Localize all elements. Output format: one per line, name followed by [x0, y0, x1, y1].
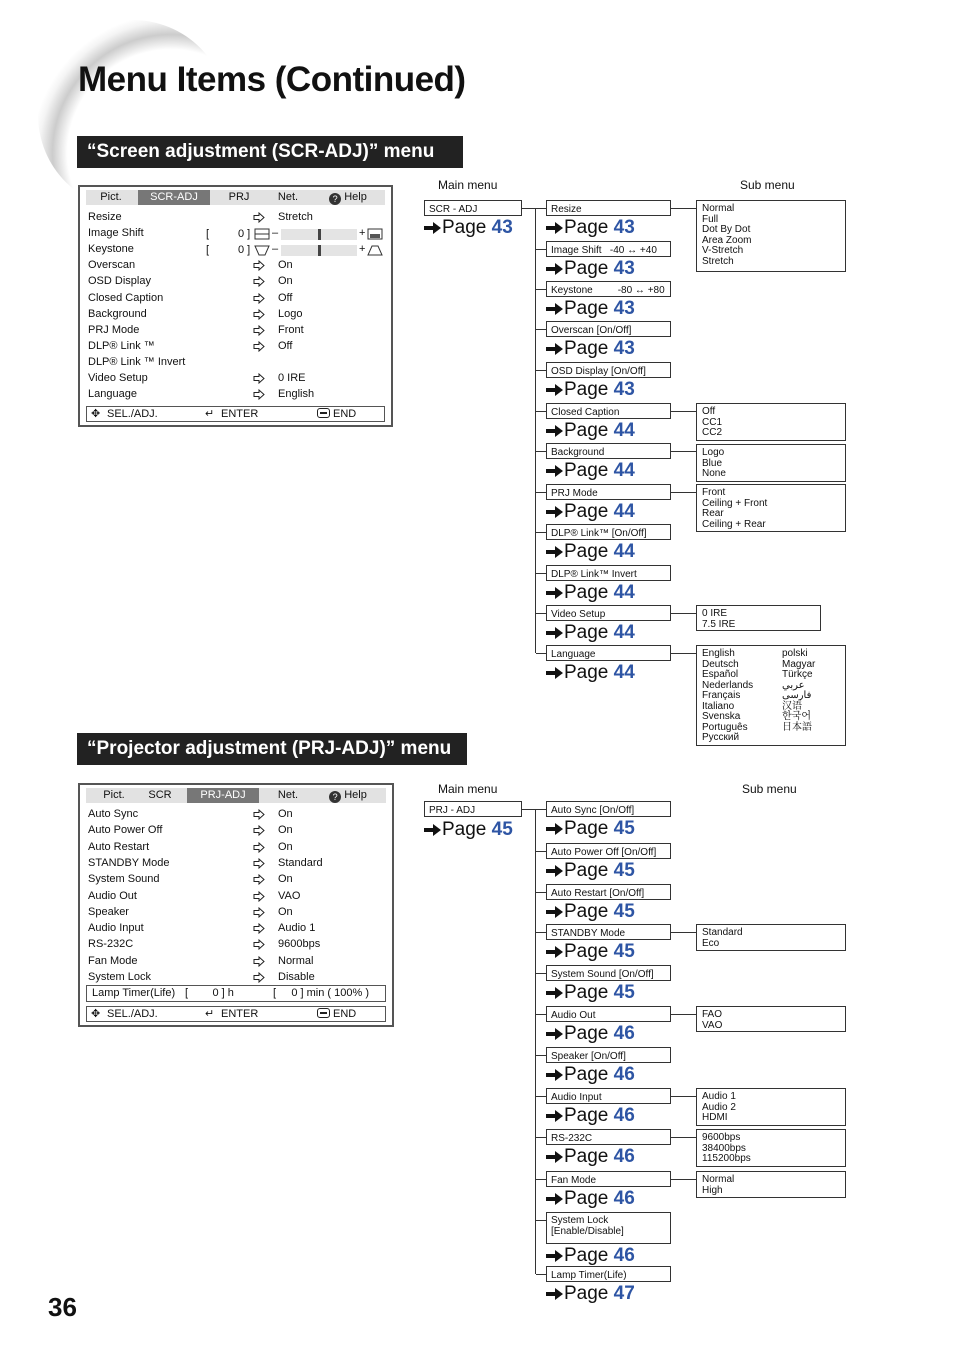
- tab-net[interactable]: Net.: [277, 191, 299, 203]
- submenu-option[interactable]: Nederlands: [702, 679, 754, 691]
- arrow-right-icon: [546, 425, 563, 437]
- tree-connector: [536, 249, 546, 250]
- tree-connector: [536, 208, 546, 209]
- submenu-option[interactable]: Audio 2: [702, 1101, 736, 1113]
- osd-row-label[interactable]: Keystone: [88, 243, 134, 256]
- osd-row-value: Audio 1: [278, 922, 316, 935]
- submenu-option[interactable]: Svenska: [702, 711, 741, 722]
- submenu-box: [696, 924, 846, 951]
- tree-connector: [522, 809, 536, 810]
- tree-trunk: [535, 208, 536, 653]
- enter-icon: ↵: [205, 1008, 215, 1020]
- page-ref[interactable]: Page 44: [546, 583, 635, 603]
- scr-main-page-ref[interactable]: Page 43: [424, 218, 513, 238]
- tree-connector: [536, 932, 546, 933]
- osd-row-label[interactable]: System Lock: [88, 971, 151, 983]
- osd-row-label[interactable]: Background: [88, 307, 147, 320]
- tree-connector: [536, 892, 546, 893]
- submenu-connector: [671, 653, 696, 654]
- submenu-option[interactable]: عربي: [782, 679, 805, 691]
- submenu-option[interactable]: 한국어: [782, 711, 811, 722]
- osd-row-value: Front: [278, 323, 304, 336]
- submenu-option[interactable]: Rear: [702, 508, 724, 519]
- tab-scr-adj[interactable]: SCR-ADJ: [138, 190, 210, 205]
- menu-item-box[interactable]: Image Shift -40 ↔ +40: [546, 241, 671, 257]
- menu-item-box[interactable]: Keystone -80 ↔ +80: [546, 281, 671, 297]
- submenu-option[interactable]: 38400bps: [702, 1142, 746, 1154]
- osd-row-label[interactable]: Language: [88, 388, 137, 401]
- submenu-box: [696, 444, 846, 482]
- tab-net[interactable]: Net.: [277, 789, 299, 801]
- arrow-right-icon: [546, 546, 563, 558]
- submenu-arrow-icon: [253, 293, 265, 303]
- submenu-arrow-icon: [253, 260, 265, 270]
- submenu-option[interactable]: Front: [702, 487, 726, 498]
- page-ref[interactable]: Page 45: [546, 861, 635, 881]
- tree-connector: [536, 411, 546, 412]
- keystone-plus: +: [359, 243, 366, 255]
- osd-row-value: On: [278, 873, 293, 886]
- enter-icon: ↵: [205, 408, 215, 420]
- page-ref[interactable]: Page 45: [546, 942, 635, 962]
- submenu-option[interactable]: Logo: [702, 447, 725, 458]
- submenu-option[interactable]: Magyar: [782, 658, 816, 670]
- tab-pict[interactable]: Pict.: [100, 191, 122, 203]
- tree-connector: [536, 1220, 546, 1221]
- submenu-arrow-icon: [253, 874, 265, 884]
- menu-item-box[interactable]: Audio Input: [546, 1088, 671, 1104]
- menu-item-box[interactable]: System Sound [On/Off]: [546, 965, 671, 981]
- osd-row-label[interactable]: Fan Mode: [88, 954, 138, 967]
- menu-item-box[interactable]: Lamp Timer(Life): [546, 1266, 671, 1282]
- submenu-arrow-icon: [253, 373, 265, 383]
- arrow-right-icon: [546, 303, 563, 315]
- submenu-option[interactable]: polski: [782, 648, 808, 659]
- tree-connector: [536, 1096, 546, 1097]
- osd-row-label[interactable]: PRJ Mode: [88, 323, 140, 336]
- menu-item-box[interactable]: Overscan [On/Off]: [546, 321, 671, 337]
- tab-pict[interactable]: Pict.: [103, 789, 125, 801]
- submenu-option[interactable]: 9600bps: [702, 1132, 741, 1143]
- slider-knob[interactable]: [318, 245, 321, 256]
- arrow-right-icon: [546, 865, 563, 877]
- tree-connector: [536, 573, 546, 574]
- keystone-minus: –: [272, 243, 279, 255]
- page-ref[interactable]: Page 46: [546, 1106, 635, 1126]
- keystone-end-icon: [367, 244, 383, 256]
- image-shift-minus: –: [272, 227, 279, 239]
- submenu-option[interactable]: Audio 1: [702, 1091, 736, 1102]
- submenu-option[interactable]: Standard: [702, 927, 743, 938]
- osd-row-value: On: [278, 824, 293, 837]
- footer-end-label: END: [333, 1008, 357, 1020]
- image-shift-bracket: [: [206, 228, 210, 240]
- tree-connector: [536, 1137, 546, 1138]
- submenu-connector: [671, 1014, 696, 1015]
- arrow-right-icon: [546, 1250, 563, 1262]
- tab-help[interactable]: [318, 190, 378, 205]
- menu-item-box[interactable]: DLP® Link™ Invert: [546, 565, 671, 581]
- page-ref[interactable]: Page 46: [546, 1147, 635, 1167]
- submenu-option[interactable]: Normal: [702, 1174, 735, 1185]
- page-ref[interactable]: Page 44: [546, 421, 635, 441]
- arrow-right-icon: [424, 824, 441, 836]
- osd-row-value: On: [278, 275, 293, 288]
- scr-main-box: SCR - ADJ: [424, 200, 522, 216]
- prj-osd-footer: [86, 1006, 386, 1022]
- tab-scr[interactable]: SCR: [148, 789, 172, 801]
- page-ref[interactable]: Page 44: [546, 542, 635, 562]
- osd-row-label[interactable]: RS-232C: [88, 938, 134, 951]
- scr-osd-tabs: [86, 190, 385, 205]
- osd-row-value: On: [278, 905, 293, 918]
- osd-row-label[interactable]: Image Shift: [88, 227, 144, 240]
- menu-item-box[interactable]: DLP® Link™ [On/Off]: [546, 524, 671, 540]
- submenu-option[interactable]: Italiano: [702, 700, 735, 712]
- prj-osd-screen: [78, 783, 394, 1027]
- submenu-connector: [671, 1096, 696, 1097]
- end-icon: [317, 1008, 330, 1018]
- submenu-arrow-icon: [253, 972, 265, 982]
- keystone-value: 0 ]: [238, 244, 251, 256]
- osd-row-value: Off: [278, 291, 293, 304]
- submenu-option[interactable]: None: [702, 468, 726, 479]
- osd-row-value: On: [278, 840, 293, 853]
- lamp-timer-label: Lamp Timer(Life): [92, 987, 176, 999]
- submenu-box: [696, 403, 846, 441]
- submenu-option[interactable]: VAO: [702, 1019, 723, 1031]
- prj-osd-tabs: [86, 788, 386, 803]
- menu-item-box[interactable]: Speaker [On/Off]: [546, 1047, 671, 1063]
- arrow-right-icon: [546, 1288, 563, 1300]
- corner-swoosh-decoration: [38, 20, 228, 210]
- page-ref[interactable]: Page 43: [546, 380, 635, 400]
- submenu-option[interactable]: Ceiling + Rear: [702, 518, 766, 530]
- footer-sel-label: SEL./ADJ.: [107, 1008, 158, 1020]
- image-shift-end-icon: [367, 228, 383, 240]
- tree-connector: [536, 653, 546, 654]
- tree-connector: [536, 1274, 546, 1275]
- footer-end-label: END: [333, 408, 357, 420]
- menu-item-box[interactable]: RS-232C: [546, 1129, 671, 1145]
- submenu-box: [696, 645, 846, 746]
- menu-item-box[interactable]: Fan Mode: [546, 1171, 671, 1187]
- page-ref[interactable]: Page 46: [546, 1246, 635, 1266]
- menu-item-box[interactable]: PRJ Mode: [546, 484, 671, 500]
- tree-connector: [536, 370, 546, 371]
- submenu-arrow-icon: [253, 389, 265, 399]
- footer-enter-label: ENTER: [221, 1008, 259, 1020]
- submenu-option[interactable]: Blue: [702, 457, 723, 469]
- submenu-option[interactable]: 115200bps: [702, 1153, 751, 1164]
- osd-row-value: On: [278, 259, 293, 272]
- submenu-option[interactable]: 日本語: [782, 721, 812, 733]
- submenu-option[interactable]: English: [702, 648, 735, 659]
- slider-knob[interactable]: [318, 229, 321, 240]
- image-shift-icon: [254, 228, 270, 240]
- osd-row-label[interactable]: DLP® Link ™: [88, 339, 155, 352]
- submenu-option[interactable]: Türkçe: [782, 669, 813, 680]
- tree-connector: [536, 289, 546, 290]
- arrow-right-icon: [546, 987, 563, 999]
- menu-item-box[interactable]: Background: [546, 443, 671, 459]
- submenu-option[interactable]: Dot By Dot: [702, 224, 751, 235]
- osd-row-value: Normal: [278, 954, 314, 967]
- submenu-option[interactable]: Русский: [702, 732, 740, 743]
- prj-main-box: PRJ - ADJ: [424, 801, 522, 817]
- submenu-option[interactable]: 0 IRE: [702, 608, 728, 619]
- submenu-option[interactable]: FAO: [702, 1009, 723, 1020]
- submenu-connector: [671, 1179, 696, 1180]
- osd-row-label[interactable]: Overscan: [88, 259, 136, 272]
- tab-help-label: Help: [344, 191, 367, 203]
- submenu-arrow-icon: [253, 891, 265, 901]
- menu-item-box[interactable]: Audio Out: [546, 1006, 671, 1022]
- submenu-option[interactable]: 7.5 IRE: [702, 618, 736, 630]
- submenu-option[interactable]: Français: [702, 690, 741, 701]
- footer-enter-label: ENTER: [221, 408, 259, 420]
- submenu-option[interactable]: Eco: [702, 937, 720, 949]
- submenu-arrow-icon: [253, 939, 265, 949]
- submenu-option[interactable]: Ceiling + Front: [702, 497, 768, 509]
- submenu-arrow-icon: [253, 276, 265, 286]
- move-cross-icon: ✥: [91, 1008, 101, 1020]
- submenu-option[interactable]: فارسی: [782, 690, 812, 701]
- arrow-right-icon: [546, 465, 563, 477]
- image-shift-slider[interactable]: [281, 229, 357, 240]
- submenu-option[interactable]: Area Zoom: [702, 234, 752, 246]
- osd-row-value: Standard: [278, 856, 323, 869]
- tree-connector: [536, 532, 546, 533]
- submenu-option[interactable]: Español: [702, 669, 739, 680]
- osd-row-label[interactable]: Auto Power Off: [88, 824, 163, 837]
- tree-connector: [536, 1014, 546, 1015]
- image-shift-plus: +: [359, 227, 366, 239]
- tree-connector: [536, 1179, 546, 1180]
- arrow-right-icon: [546, 343, 563, 355]
- menu-item-box[interactable]: OSD Display [On/Off]: [546, 362, 671, 378]
- osd-row-label[interactable]: Closed Caption: [88, 291, 164, 304]
- osd-row-value: Stretch: [278, 211, 313, 223]
- submenu-connector: [671, 492, 696, 493]
- tree-connector: [536, 329, 546, 330]
- keystone-bracket: [: [206, 244, 210, 256]
- page-ref[interactable]: Page 45: [546, 902, 635, 922]
- submenu-arrow-icon: [253, 325, 265, 335]
- submenu-box: [696, 1088, 846, 1126]
- submenu-connector: [671, 451, 696, 452]
- menu-item-box[interactable]: STANDBY Mode: [546, 924, 671, 940]
- submenu-connector: [671, 208, 696, 209]
- tree-connector: [536, 613, 546, 614]
- submenu-option[interactable]: 汉语: [782, 700, 802, 712]
- osd-row-value: Off: [278, 339, 293, 352]
- arrow-right-icon: [546, 587, 563, 599]
- menu-item-box[interactable]: Language: [546, 645, 671, 661]
- arrow-right-icon: [546, 627, 563, 639]
- tree-connector: [536, 973, 546, 974]
- page-ref[interactable]: Page 44: [546, 663, 635, 683]
- submenu-arrow-icon: [253, 858, 265, 868]
- osd-row-value: Disable: [278, 971, 315, 983]
- submenu-option[interactable]: High: [702, 1184, 723, 1196]
- tree-trunk: [535, 809, 536, 1274]
- osd-row-value: English: [278, 388, 315, 401]
- tree-connector: [536, 451, 546, 452]
- submenu-option[interactable]: Normal: [702, 203, 735, 214]
- tab-help-label: Help: [344, 789, 367, 801]
- scr-sub-menu-label: Sub menu: [740, 178, 795, 192]
- prj-main-menu-label: Main menu: [438, 782, 498, 796]
- scr-main-menu-label: Main menu: [438, 178, 498, 192]
- arrow-right-icon: [546, 1193, 563, 1205]
- submenu-arrow-icon: [253, 825, 265, 835]
- menu-item-box[interactable]: Auto Sync [On/Off]: [546, 801, 671, 817]
- move-cross-icon: ✥: [91, 408, 101, 420]
- page-ref[interactable]: Page 46: [546, 1024, 635, 1044]
- submenu-arrow-icon: [253, 341, 265, 351]
- osd-row-value: VAO: [278, 889, 301, 902]
- prj-section-heading: “Projector adjustment (PRJ-ADJ)” menu: [77, 733, 467, 765]
- footer-sel-label: SEL./ADJ.: [107, 408, 158, 420]
- osd-row-label[interactable]: Video Setup: [88, 372, 148, 384]
- lamp-timer-hours: [ 0 ] h: [185, 987, 234, 999]
- submenu-option[interactable]: Full: [702, 213, 719, 225]
- osd-row-label[interactable]: Auto Restart: [88, 840, 150, 853]
- scr-osd-screen: [78, 185, 393, 427]
- submenu-option[interactable]: CC2: [702, 427, 723, 438]
- tab-help[interactable]: [318, 788, 378, 803]
- menu-item-box[interactable]: Video Setup: [546, 605, 671, 621]
- submenu-box: [696, 605, 821, 631]
- tab-prj[interactable]: PRJ: [228, 191, 250, 203]
- tree-connector: [536, 851, 546, 852]
- tree-connector: [522, 208, 536, 209]
- submenu-option[interactable]: Deutsch: [702, 658, 739, 670]
- submenu-arrow-icon: [253, 842, 265, 852]
- arrow-right-icon: [546, 384, 563, 396]
- page-ref[interactable]: Page 43: [546, 259, 635, 279]
- osd-row-label[interactable]: Audio Out: [88, 889, 137, 902]
- submenu-connector: [671, 411, 696, 412]
- submenu-option[interactable]: Off: [702, 406, 716, 417]
- menu-item-box[interactable]: Closed Caption: [546, 403, 671, 419]
- arrow-right-icon: [546, 1110, 563, 1122]
- submenu-connector: [671, 1137, 696, 1138]
- submenu-arrow-icon: [253, 907, 265, 917]
- arrow-right-icon: [546, 1151, 563, 1163]
- scr-osd-footer: [86, 406, 385, 422]
- arrow-right-icon: [546, 946, 563, 958]
- osd-row-value: On: [278, 808, 293, 820]
- submenu-connector: [671, 613, 696, 614]
- page-ref[interactable]: Page 46: [546, 1065, 635, 1085]
- arrow-right-icon: [546, 263, 563, 275]
- page-ref[interactable]: Page 44: [546, 623, 635, 643]
- page-title: Menu Items (Continued): [78, 60, 466, 99]
- page-ref[interactable]: Page 43: [546, 218, 635, 238]
- submenu-arrow-icon: [253, 809, 265, 819]
- page-number: 36: [48, 1292, 77, 1322]
- tab-prj-adj[interactable]: PRJ-ADJ: [187, 788, 259, 803]
- submenu-option[interactable]: Stretch: [702, 255, 734, 267]
- submenu-connector: [671, 932, 696, 933]
- menu-item-box[interactable]: Resize: [546, 200, 671, 216]
- submenu-box: [696, 1171, 846, 1198]
- submenu-option[interactable]: CC1: [702, 416, 723, 428]
- osd-row-label[interactable]: Auto Sync: [88, 808, 139, 820]
- submenu-arrow-icon: [253, 309, 265, 319]
- image-shift-value: 0 ]: [238, 228, 251, 240]
- prj-sub-menu-label: Sub menu: [742, 782, 797, 796]
- submenu-arrow-icon: [253, 923, 265, 933]
- submenu-box: [696, 200, 846, 272]
- arrow-right-icon: [424, 222, 441, 234]
- arrow-right-icon: [546, 823, 563, 835]
- tree-connector: [536, 492, 546, 493]
- menu-item-box[interactable]: Auto Power Off [On/Off]: [546, 843, 671, 859]
- arrow-right-icon: [546, 1028, 563, 1040]
- osd-row-value: 0 IRE: [278, 372, 306, 384]
- submenu-arrow-icon: [253, 212, 265, 222]
- menu-item-box[interactable]: System Lock [Enable/Disable]: [546, 1212, 671, 1244]
- keystone-icon: [254, 244, 270, 256]
- menu-item-box[interactable]: Auto Restart [On/Off]: [546, 884, 671, 900]
- help-icon: ?: [329, 193, 341, 205]
- end-icon: [317, 408, 330, 418]
- page-ref[interactable]: Page 46: [546, 1189, 635, 1209]
- page-ref[interactable]: Page 44: [546, 461, 635, 481]
- tree-connector: [536, 809, 546, 810]
- submenu-box: [696, 484, 846, 532]
- keystone-slider[interactable]: [281, 245, 357, 256]
- arrow-right-icon: [546, 506, 563, 518]
- osd-row-label[interactable]: DLP® Link ™ Invert: [88, 355, 186, 368]
- arrow-right-icon: [546, 667, 563, 679]
- page-ref[interactable]: Page 45: [546, 819, 635, 839]
- osd-row-label[interactable]: STANDBY Mode: [88, 856, 170, 869]
- help-icon: ?: [329, 791, 341, 803]
- tree-connector: [536, 1055, 546, 1056]
- submenu-option[interactable]: Português: [702, 721, 748, 733]
- submenu-box: [696, 1006, 846, 1032]
- osd-row-value: Logo: [278, 307, 303, 320]
- page-ref[interactable]: Page 44: [546, 502, 635, 522]
- osd-row-value: 9600bps: [278, 938, 321, 951]
- submenu-option[interactable]: HDMI: [702, 1112, 728, 1123]
- osd-row-label[interactable]: Audio Input: [88, 922, 144, 935]
- lamp-timer-row: [86, 985, 386, 1002]
- submenu-arrow-icon: [253, 956, 265, 966]
- page-ref[interactable]: Page 47: [546, 1284, 635, 1304]
- prj-main-page-ref[interactable]: Page 45: [424, 820, 513, 840]
- osd-row-label[interactable]: OSD Display: [88, 275, 151, 288]
- osd-row-label[interactable]: System Sound: [88, 873, 160, 886]
- page-ref[interactable]: Page 43: [546, 299, 635, 319]
- scr-section-heading: “Screen adjustment (SCR-ADJ)” menu: [77, 136, 463, 168]
- submenu-option[interactable]: V-Stretch: [702, 245, 744, 256]
- lamp-timer-life: [ 0 ] min ( 100% ): [273, 987, 369, 999]
- arrow-right-icon: [546, 906, 563, 918]
- arrow-right-icon: [546, 1069, 563, 1081]
- osd-row-label[interactable]: Resize: [88, 211, 122, 223]
- arrow-right-icon: [546, 222, 563, 234]
- osd-row-label[interactable]: Speaker: [88, 905, 129, 918]
- page-ref[interactable]: Page 45: [546, 983, 635, 1003]
- page-ref[interactable]: Page 43: [546, 339, 635, 359]
- submenu-box: [696, 1129, 846, 1167]
